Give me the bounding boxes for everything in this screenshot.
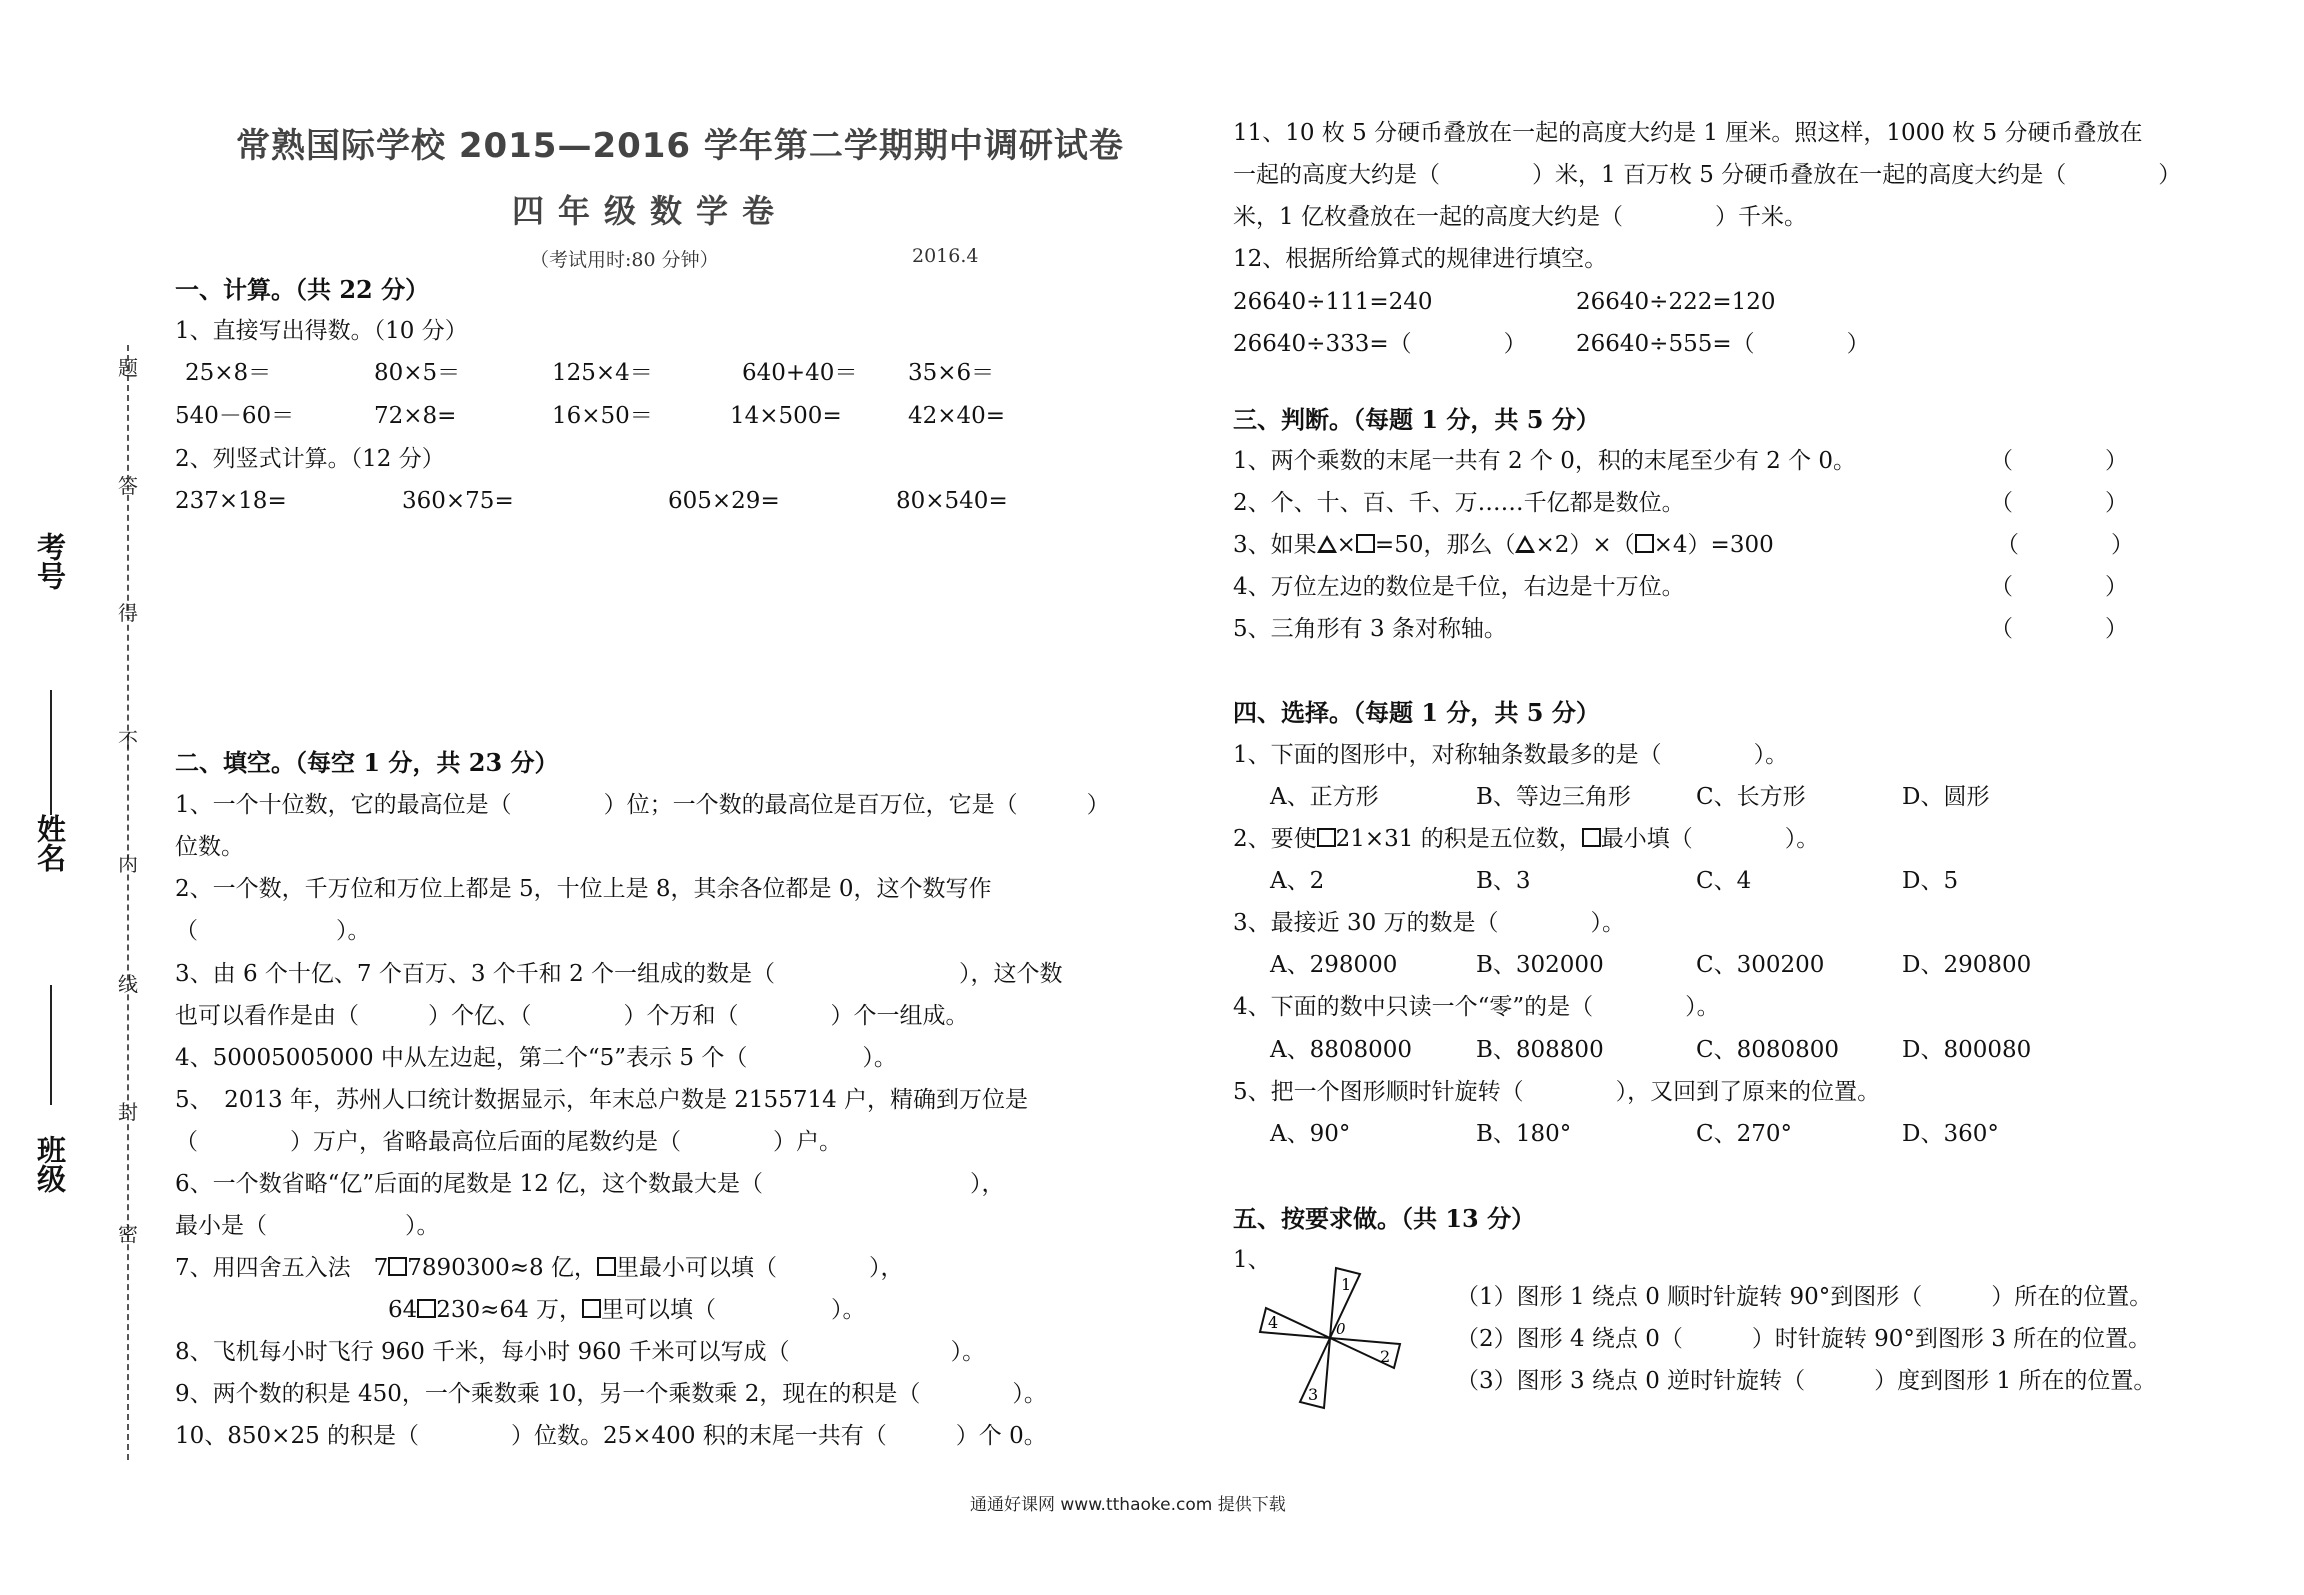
square-icon (1635, 534, 1654, 553)
choice-option: B、等边三角形 (1476, 784, 1631, 810)
fill-q11-cont2: 米，1 亿枚叠放在一起的高度大约是（ ）千米。 (1233, 204, 1807, 230)
calc-item: 35×6＝ (908, 360, 995, 386)
exam-title: 常熟国际学校 2015—2016 学年第二学期期中调研试卷 (236, 126, 1124, 166)
choice-option: A、正方形 (1270, 784, 1379, 810)
calc-item: 72×8= (374, 403, 457, 429)
name-label: 姓名 (33, 814, 67, 872)
judge-item: 5、三角形有 3 条对称轴。 (1233, 616, 1507, 642)
seal-char: 答 (118, 474, 138, 498)
choice-part: 最小填（ ）。 (1600, 826, 1820, 852)
calc-item: 25×8＝ (185, 360, 272, 386)
figure-label-1: 1 (1341, 1275, 1352, 1294)
judge-paren: （ ） (1990, 490, 2128, 516)
fill-q7-part: 7890300≈8 亿， (407, 1255, 597, 1281)
choice-option: A、2 (1270, 868, 1325, 894)
choice-option: B、180° (1476, 1121, 1572, 1147)
figure-label-4: 4 (1268, 1313, 1279, 1332)
fill-q10: 10、850×25 的积是（ ）位数。25×400 积的末尾一共有（ ）个 0。 (175, 1423, 1047, 1449)
seal-char: 封 (118, 1100, 138, 1124)
choice-option: D、圆形 (1902, 784, 1990, 810)
rotate-q1: （1）图形 1 绕点 0 顺时针旋转 90°到图形（ ）所在的位置。 (1456, 1284, 2153, 1310)
choice-q5: 5、把一个图形顺时针旋转（ ），又回到了原来的位置。 (1233, 1079, 1881, 1105)
choice-option: A、90° (1270, 1121, 1351, 1147)
exam-time: （考试用时:80 分钟） (530, 249, 719, 271)
fill-q8: 8、飞机每小时飞行 960 千米，每小时 960 千米可以写成（ ）。 (175, 1339, 986, 1365)
judge-paren: （ ） (1990, 616, 2128, 642)
seal-char: 密 (118, 1222, 138, 1246)
fill-q9: 9、两个数的积是 450，一个乘数乘 10，另一个乘数乘 2，现在的积是（ ）。 (175, 1381, 1047, 1407)
rotate-q2: （2）图形 4 绕点 0（ ）时针旋转 90°到图形 3 所在的位置。 (1456, 1326, 2152, 1352)
seal-char: 得 (118, 601, 138, 625)
fill-q2: 2、一个数，千万位和万位上都是 5，十位上是 8，其余各位都是 0，这个数写作 (175, 876, 992, 902)
vertical-calc-item: 237×18= (175, 488, 287, 514)
exam-date: 2016.4 (912, 245, 979, 267)
judge-part: =50，那么（ (1374, 532, 1516, 558)
choice-q3: 3、最接近 30 万的数是（ ）。 (1233, 910, 1626, 936)
blank-box (1582, 828, 1601, 847)
fill-q7-part: 7、用四舍五入法 7 (175, 1255, 389, 1281)
section4-heading: 四、选择。（每题 1 分，共 5 分） (1233, 698, 1600, 727)
seal-char: 线 (118, 972, 138, 996)
fill-q7-part: 64 (388, 1297, 418, 1323)
fill-q12: 12、根据所给算式的规律进行填空。 (1233, 246, 1608, 272)
choice-option: C、270° (1696, 1121, 1792, 1147)
section1-q1: 1、直接写出得数。（10 分） (175, 318, 468, 344)
choice-option: D、290800 (1902, 952, 2032, 978)
choice-option: B、302000 (1476, 952, 1604, 978)
choice-q2 (1233, 824, 1819, 854)
triangle-icon (1317, 535, 1337, 553)
name-underline (50, 985, 52, 1105)
judge-paren: （ ） (1990, 574, 2128, 600)
choice-option: C、8080800 (1696, 1037, 1840, 1063)
choice-option: A、8808000 (1270, 1037, 1413, 1063)
fill-q7-part: 里可以填（ ）。 (601, 1297, 866, 1323)
fill-q1: 1、一个十位数，它的最高位是（ ）位；一个数的最高位是百万位，它是（ ） (175, 792, 1110, 818)
fill-q6-cont: 最小是（ ）。 (175, 1213, 440, 1239)
section1-q2: 2、列竖式计算。（12 分） (175, 446, 445, 472)
judge-part: ×2）×（ (1535, 532, 1635, 558)
footer-source: 通通好课网 www.tthaoke.com 提供下载 (970, 1495, 1286, 1515)
triangle-icon (1515, 535, 1535, 553)
seal-char: 不 (118, 728, 138, 752)
class-label: 班级 (33, 1135, 67, 1193)
rotation-figure (1248, 1260, 1428, 1420)
blank-box (597, 1257, 616, 1276)
fill-q7-part: 里最小可以填（ ）， (615, 1255, 904, 1281)
seal-char: 题 (118, 356, 138, 380)
choice-option: C、长方形 (1696, 784, 1806, 810)
calc-item: 125×4＝ (552, 360, 653, 386)
choice-q1: 1、下面的图形中，对称轴条数最多的是（ ）。 (1233, 742, 1789, 768)
pattern-equation: 26640÷333=（ ） (1233, 331, 1527, 357)
judge-paren: （ ） (1996, 532, 2134, 558)
judge-part: × (1336, 532, 1356, 558)
fill-q5: 5、 2013 年，苏州人口统计数据显示，年末总户数是 2155714 户，精确到万位是 (175, 1087, 1029, 1113)
choice-option: C、300200 (1696, 952, 1825, 978)
choice-option: C、4 (1696, 868, 1752, 894)
square-icon (1356, 534, 1375, 553)
section1-heading: 一、计算。（共 22 分） (175, 275, 430, 304)
vertical-calc-item: 360×75= (402, 488, 514, 514)
pattern-equation: 26640÷111=240 (1233, 289, 1433, 315)
choice-part: 21×31 的积是五位数， (1335, 826, 1582, 852)
fill-q5-cont: （ ）万户，省略最高位后面的尾数约是（ ）户。 (175, 1129, 842, 1155)
judge-part: 3、如果 (1233, 532, 1317, 558)
fill-q3-cont: 也可以看作是由（ ）个亿、（ ）个万和（ ）个一组成。 (175, 1003, 969, 1029)
fill-q6: 6、一个数省略“亿”后面的尾数是 12 亿，这个数最大是（ ）， (175, 1171, 1005, 1197)
fill-q3: 3、由 6 个十亿、7 个百万、3 个千和 2 个一组成的数是（ ），这个数 (175, 961, 1063, 987)
calc-item: 14×500= (730, 403, 842, 429)
judge-paren: （ ） (1990, 448, 2128, 474)
vertical-calc-item: 605×29= (668, 488, 780, 514)
fill-q7-cont (388, 1295, 866, 1325)
fill-q7-part: 230≈64 万， (436, 1297, 583, 1323)
figure-center-label: 0 (1336, 1320, 1346, 1338)
section3-heading: 三、判断。（每题 1 分，共 5 分） (1233, 405, 1600, 434)
blank-box (1317, 828, 1336, 847)
blank-box (388, 1257, 407, 1276)
choice-option: D、800080 (1902, 1037, 2032, 1063)
fill-q2-cont: （ ）。 (175, 918, 371, 944)
pattern-equation: 26640÷555=（ ） (1576, 331, 1870, 357)
blank-box (417, 1299, 436, 1318)
calc-item: 16×50＝ (552, 403, 653, 429)
number-label: 考号 (33, 532, 67, 590)
fill-q4: 4、50005005000 中从左边起，第二个“5”表示 5 个（ ）。 (175, 1045, 897, 1071)
figure-label-3: 3 (1308, 1385, 1319, 1404)
number-underline (50, 690, 52, 815)
choice-option: D、360° (1902, 1121, 1999, 1147)
seal-char: 内 (118, 852, 138, 876)
judge-item-3 (1233, 530, 1774, 560)
section2-heading: 二、填空。（每空 1 分，共 23 分） (175, 748, 559, 777)
choice-option: B、3 (1476, 868, 1531, 894)
pattern-equation: 26640÷222=120 (1576, 289, 1776, 315)
vertical-calc-item: 80×540= (896, 488, 1008, 514)
judge-item: 2、个、十、百、千、万……千亿都是数位。 (1233, 490, 1685, 516)
choice-q4: 4、下面的数中只读一个“零”的是（ ）。 (1233, 994, 1720, 1020)
judge-part: ×4）=300 (1653, 532, 1774, 558)
section5-q1: 1、 (1233, 1247, 1271, 1273)
fill-q11-cont: 一起的高度大约是（ ）米，1 百万枚 5 分硬币叠放在一起的高度大约是（ ） (1233, 162, 2182, 188)
choice-option: A、298000 (1270, 952, 1398, 978)
seal-line (127, 345, 129, 1460)
exam-subtitle: 四年级数学卷 (512, 192, 789, 230)
blank-box (582, 1299, 601, 1318)
choice-option: D、5 (1902, 868, 1959, 894)
fill-q7 (175, 1253, 903, 1283)
choice-option: B、808800 (1476, 1037, 1604, 1063)
choice-part: 2、要使 (1233, 826, 1317, 852)
judge-item: 4、万位左边的数位是千位，右边是十万位。 (1233, 574, 1685, 600)
section5-heading: 五、按要求做。（共 13 分） (1233, 1204, 1536, 1233)
fill-q11: 11、10 枚 5 分硬币叠放在一起的高度大约是 1 厘米。照这样，1000 枚 5 分硬币叠放在 (1233, 120, 2143, 146)
calc-item: 640+40＝ (742, 360, 858, 386)
calc-item: 540－60＝ (175, 403, 295, 429)
calc-item: 42×40= (908, 403, 1006, 429)
figure-label-2: 2 (1380, 1347, 1391, 1366)
rotate-q3: （3）图形 3 绕点 0 逆时针旋转（ ）度到图形 1 所在的位置。 (1456, 1368, 2157, 1394)
judge-item: 1、两个乘数的末尾一共有 2 个 0，积的末尾至少有 2 个 0。 (1233, 448, 1857, 474)
calc-item: 80×5＝ (374, 360, 461, 386)
fill-q1-cont: 位数。 (175, 834, 244, 860)
